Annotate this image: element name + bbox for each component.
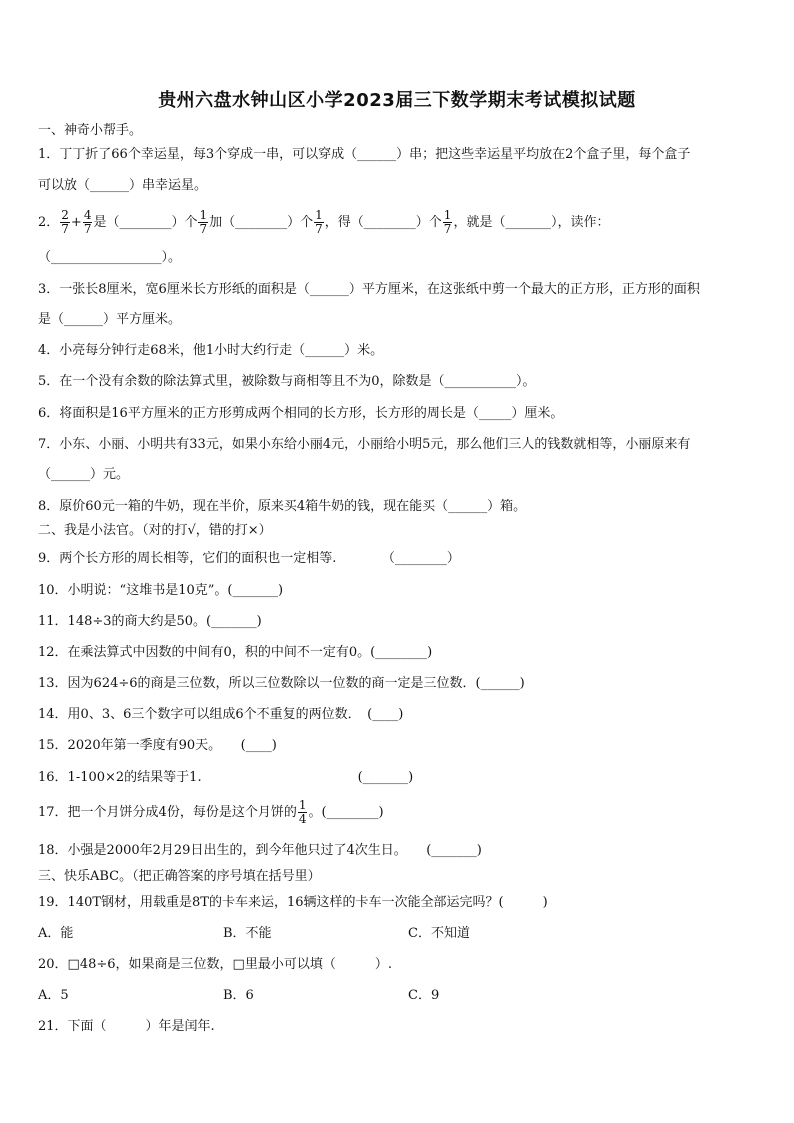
fraction-numerator: 1: [315, 208, 323, 222]
fraction-denominator: 7: [315, 222, 323, 236]
option-c: C．不知道: [408, 926, 470, 941]
fraction-1-7-b: [314, 209, 324, 236]
question-9: 9．两个长方形的周长相等，它们的面积也一定相等. （________）: [38, 551, 460, 566]
q17-text-a: 17．把一个月饼分成4份，每份是这个月饼的: [38, 805, 297, 820]
fraction-denominator: 7: [199, 222, 208, 236]
section-1-heading: 一、神奇小帮手。: [38, 123, 143, 138]
question-13: 13．因为624÷6的商是三位数，所以三位数除以一位数的商一定是三位数．(______): [38, 676, 525, 691]
question-19-stem: 19．140T钢材，用载重是8T的卡车来运，16辆这样的卡车一次能全部运完吗？( ): [38, 895, 548, 910]
question-6: 6．将面积是16平方厘米的正方形剪成两个相同的长方形，长方形的周长是（_____）厘米。: [38, 406, 564, 421]
question-8: 8．原价60元一箱的牛奶，现在半价，原来买4箱牛奶的钱，现在能买（______）箱。: [38, 499, 527, 514]
question-4: 4．小亮每分钟行走68米，他1小时大约行走（______）米。: [38, 343, 384, 358]
question-14: 14．用0、3、6三个数字可以组成6个不重复的两位数． (____): [38, 707, 404, 722]
question-7-line-1: 7．小东、小丽、小明共有33元，如果小东给小丽4元，小丽给小明5元，那么他们三人的钱数就相等，小丽原来有: [38, 437, 691, 452]
fraction-1-7-c: [443, 209, 453, 236]
question-5: 5．在一个没有余数的除法算式里，被除数与商相等且不为0，除数是（___________）。: [38, 374, 536, 389]
question-2-line-2: （_________________）。: [38, 250, 182, 265]
fraction-denominator: 7: [61, 222, 69, 236]
question-18: 18．小强是2000年2月29日出生的，到今年他只过了4次生日。 (_______): [38, 843, 482, 858]
question-12: 12．在乘法算式中因数的中间有0，积的中间不一定有0。(________): [38, 645, 433, 660]
fraction-4-7: [83, 209, 93, 236]
q17-text-b: 。(________): [308, 805, 384, 820]
question-3-line-2: 是（______）平方厘米。: [38, 312, 182, 327]
fraction-denominator: 7: [443, 222, 452, 236]
option-a: A．能: [38, 926, 74, 941]
question-11: 11．148÷3的商大约是50。(_______): [38, 614, 262, 629]
question-3-line-1: 3．一张长8厘米，宽6厘米长方形纸的面积是（______）平方厘米，在这张纸中剪一个最大的正方形，正方形的面积: [38, 282, 700, 297]
fraction-1-7-a: [198, 209, 208, 236]
question-17: [38, 799, 762, 827]
q2-text-d: ，得（________）个: [324, 215, 442, 230]
question-10: 10．小明说：“这堆书是10克”。(_______): [38, 583, 284, 598]
option-b: B．不能: [223, 926, 272, 941]
question-20-stem: 20．□48÷6，如果商是三位数，□里最小可以填（ ）.: [38, 957, 392, 972]
q2-number: 2．: [38, 215, 60, 230]
fraction-numerator: 2: [61, 208, 69, 222]
question-1-line-1: 1．丁丁折了66个幸运星，每3个穿成一串，可以穿成（______）串；把这些幸运星平均放在2个盒子里，每个盒子: [38, 147, 691, 162]
fraction-numerator: 4: [83, 208, 92, 222]
question-16: 16．1-100×2的结果等于1. (_______): [38, 770, 414, 785]
question-2-line-1: [38, 209, 762, 236]
option-c: C．9: [408, 988, 440, 1003]
option-b: B．6: [223, 988, 254, 1003]
q2-text-e: ，就是（_______），读作：: [453, 215, 610, 230]
plus-sign: +: [70, 215, 82, 230]
question-7-line-2: （______）元。: [38, 467, 130, 482]
fraction-denominator: 4: [298, 812, 307, 826]
q2-text-c: 加（________）个: [209, 215, 314, 230]
question-15: 15．2020年第一季度有90天。 (____): [38, 738, 277, 753]
fraction-1-4: [298, 799, 308, 826]
section-2-heading: 二、我是小法官。（对的打√，错的打×）: [38, 523, 272, 538]
fraction-numerator: 1: [443, 208, 452, 222]
option-a: A．5: [38, 988, 69, 1003]
question-1-line-2: 可以放（______）串幸运星。: [38, 178, 208, 193]
fraction-numerator: 1: [298, 798, 307, 812]
question-21: 21．下面（ ）年是闰年.: [38, 1019, 215, 1034]
section-3-heading: 三、快乐ABC。（把正确答案的序号填在括号里）: [38, 869, 321, 884]
fraction-denominator: 7: [83, 222, 92, 236]
fraction-2-7: [60, 209, 70, 236]
fraction-numerator: 1: [199, 208, 208, 222]
page-title: 贵州六盘水钟山区小学2023届三下数学期末考试模拟试题: [158, 90, 636, 111]
q2-text-b: 是（________）个: [93, 215, 198, 230]
